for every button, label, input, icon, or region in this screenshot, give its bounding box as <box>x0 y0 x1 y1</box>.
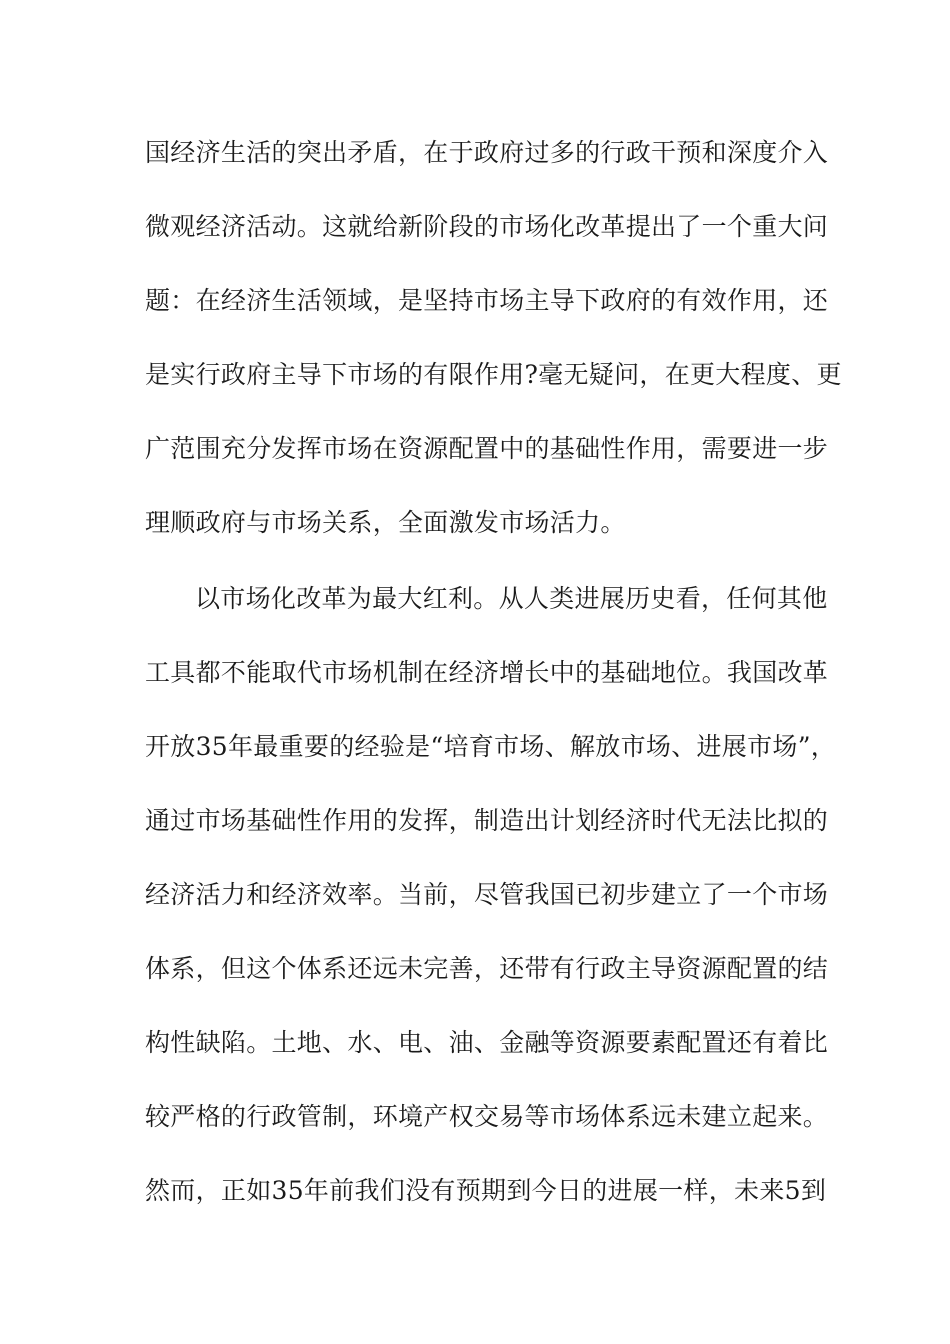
paragraph-start-line: 以市场化改革为最大红利。从人类进展历史看，任何其他 <box>195 584 828 613</box>
text-line-2: 微观经济活动。这就给新阶段的市场化改革提出了一个重大问 <box>145 212 829 241</box>
text-line-6: 理顺政府与市场关系，全面激发市场活力。 <box>145 508 626 537</box>
text-line-10: 通过市场基础性作用的发挥，制造出计划经济时代无法比拟的 <box>145 806 829 835</box>
text-line-11: 经济活力和经济效率。当前，尽管我国已初步建立了一个市场 <box>145 880 829 909</box>
text-line-13: 构性缺陷。土地、水、电、油、金融等资源要素配置还有着比 <box>145 1028 829 1057</box>
text-line-8: 工具都不能取代市场机制在经济增长中的基础地位。我国改革 <box>145 658 829 687</box>
text-line-3: 题：在经济生活领域，是坚持市场主导下政府的有效作用，还 <box>145 286 829 315</box>
text-line-12: 体系，但这个体系还远未完善，还带有行政主导资源配置的结 <box>145 954 829 983</box>
text-line-15: 然而，正如35年前我们没有预期到今日的进展一样，未来5到 <box>145 1176 827 1205</box>
text-line-1: 国经济生活的突出矛盾，在于政府过多的行政干预和深度介入 <box>145 138 829 167</box>
text-line-9: 开放35年最重要的经验是“培育市场、解放市场、进展市场”， <box>145 732 837 761</box>
text-line-5: 广范围充分发挥市场在资源配置中的基础性作用，需要进一步 <box>145 434 829 463</box>
text-line-4: 是实行政府主导下市场的有限作用?毫无疑问，在更大程度、更 <box>145 360 842 389</box>
text-line-14: 较严格的行政管制，环境产权交易等市场体系远未建立起来。 <box>145 1102 829 1131</box>
